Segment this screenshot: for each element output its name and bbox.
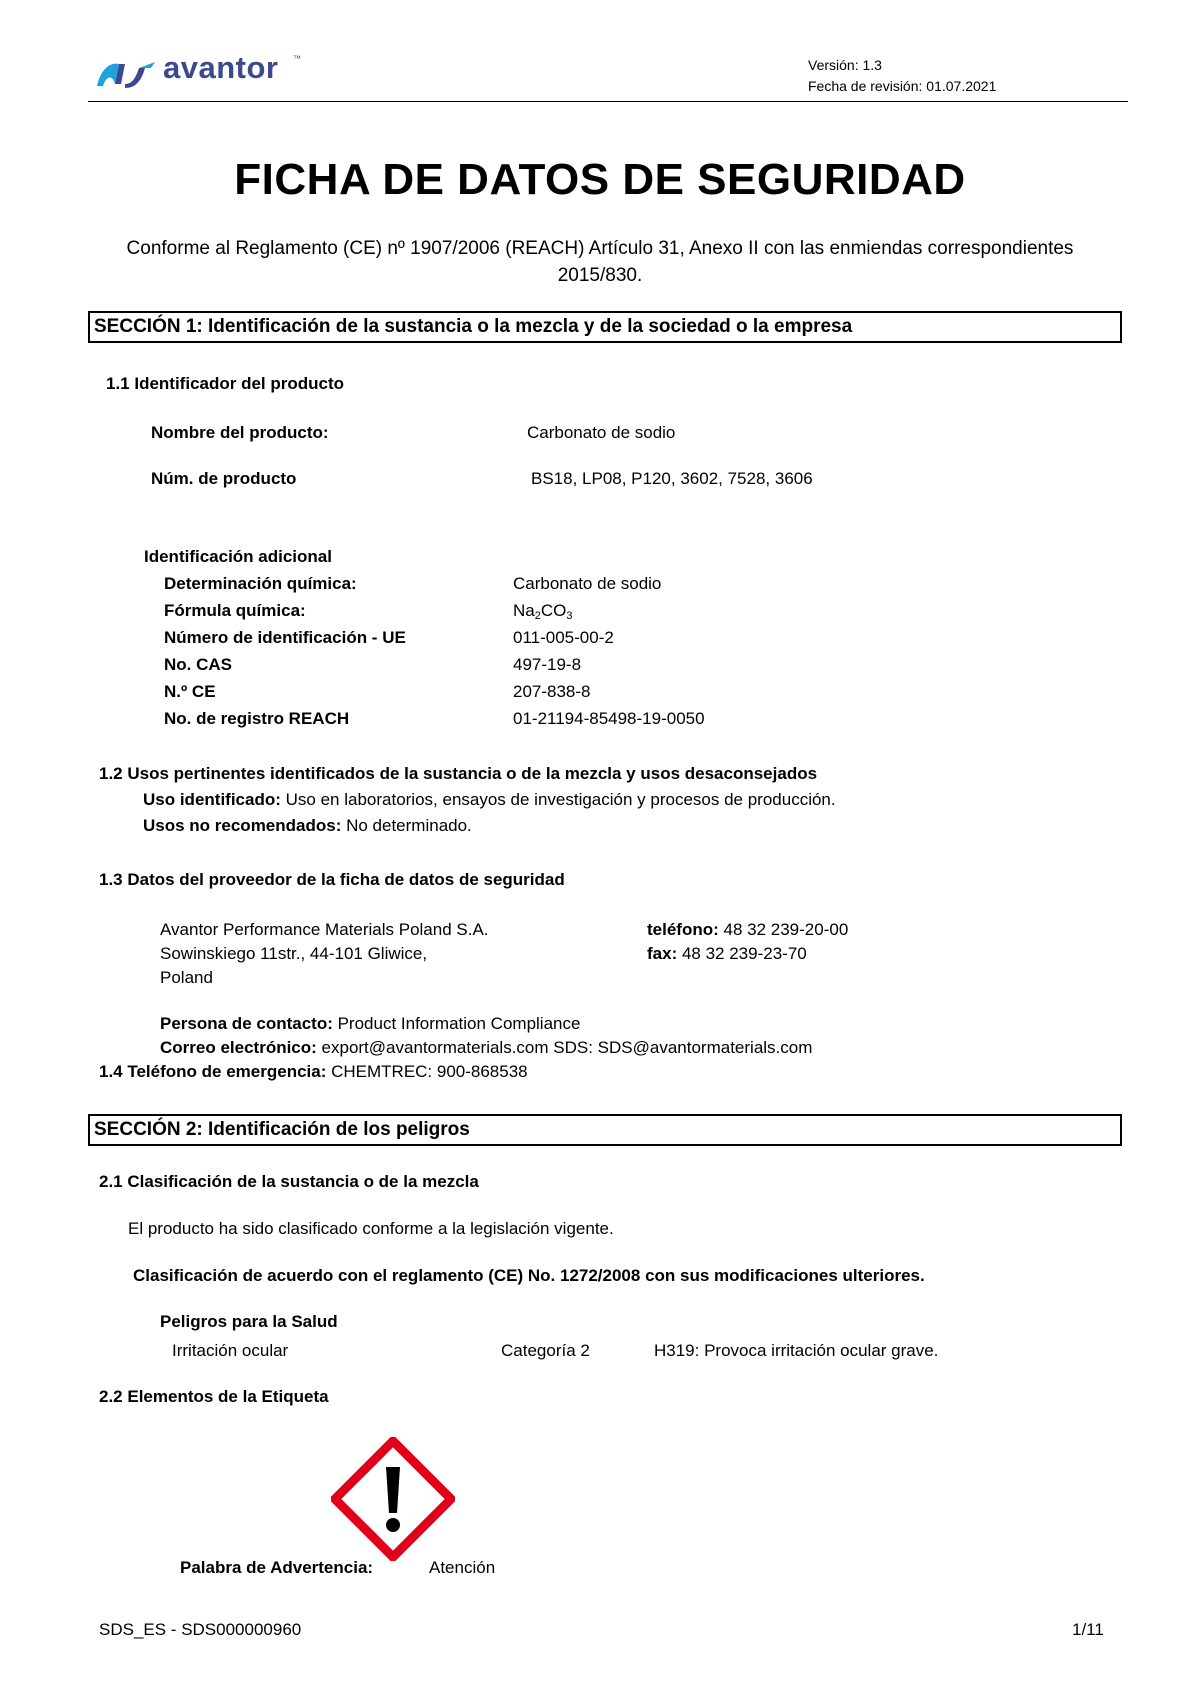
product-name-value: Carbonato de sodio (527, 423, 676, 442)
product-num-label: Núm. de producto (151, 469, 297, 488)
supplier-street: Sowinskiego 11str., 44-101 Gliwice, (160, 944, 428, 963)
s1-1-heading: 1.1 Identificador del producto (106, 374, 345, 393)
s1-2-heading: 1.2 Usos pertinentes identificados de la sustancia o de la mezcla y usos desaconsejados (99, 764, 818, 783)
header-divider (88, 101, 1128, 102)
not-recommended-use: Usos no recomendados: No determinado. (143, 816, 472, 835)
footer-page-number: 1/11 (1072, 1620, 1104, 1639)
eu-id-value: 011-005-00-2 (513, 628, 614, 647)
ec-label: N.º CE (164, 682, 216, 701)
chem-name-label: Determinación química: (164, 574, 357, 593)
health-hazards-heading: Peligros para la Salud (160, 1312, 338, 1331)
reach-label: No. de registro REACH (164, 709, 350, 728)
page-subtitle: Conforme al Reglamento (CE) nº 1907/2006 (REACH) Artículo 31, Anexo II con las enmiendas correspondientes 2015/830. (126, 238, 1074, 286)
s2-1-heading: 2.1 Clasificación de la sustancia o de la mezcla (99, 1172, 479, 1191)
emergency-phone: 1.4 Teléfono de emergencia: CHEMTREC: 900-868538 (99, 1062, 528, 1081)
contact-email: Correo electrónico: export@avantormaterials.com SDS: SDS@avantormaterials.com (160, 1038, 813, 1057)
ec-value: 207-838-8 (513, 682, 591, 701)
brand-trademark: ™ (293, 54, 301, 63)
hazard-category: Categoría 2 (501, 1341, 590, 1360)
cas-value: 497-19-8 (513, 655, 582, 674)
s2-2-heading: 2.2 Elementos de la Etiqueta (99, 1387, 329, 1406)
eu-id-label: Número de identificación - UE (164, 628, 406, 647)
supplier-company: Avantor Performance Materials Poland S.A. (160, 920, 489, 939)
signal-word-value: Atención (429, 1558, 496, 1577)
section-1-heading: SECCIÓN 1: Identificación de la sustancia o la mezcla y de la sociedad o la empresa (88, 311, 1122, 343)
chem-name-value: Carbonato de sodio (513, 574, 662, 593)
brand-name: avantor (163, 50, 279, 85)
hazard-statement: H319: Provoca irritación ocular grave. (654, 1341, 939, 1360)
section-2-heading: SECCIÓN 2: Identificación de los peligros (88, 1114, 1122, 1146)
additional-id-heading: Identificación adicional (144, 547, 332, 566)
product-num-value: BS18, LP08, P120, 3602, 7528, 3606 (531, 469, 813, 488)
supplier-phone: teléfono: 48 32 239-20-00 (647, 920, 849, 939)
avantor-logo-icon (95, 58, 157, 90)
hazard-name: Irritación ocular (172, 1341, 289, 1360)
formula-value: $Na_2CO_3$ (513, 601, 573, 622)
supplier-country: Poland (160, 968, 213, 987)
revision-date: Fecha de revisión: 01.07.2021 (808, 78, 997, 94)
ghs07-pictogram (331, 1437, 455, 1561)
version: Versión: 1.3 (808, 57, 882, 73)
regulation-heading: Clasificación de acuerdo con el reglamento (CE) No. 1272/2008 con sus modificaciones ulteriores. (133, 1266, 925, 1285)
supplier-fax: fax: 48 32 239-23-70 (647, 944, 807, 963)
ghs07-exclamation-icon (331, 1437, 455, 1561)
s1-3-heading: 1.3 Datos del proveedor de la ficha de datos de seguridad (99, 870, 565, 889)
product-name-label: Nombre del producto: (151, 423, 329, 442)
cas-label: No. CAS (164, 655, 232, 674)
footer-doc-id: SDS_ES - SDS000000960 (99, 1620, 302, 1639)
contact-person: Persona de contacto: Product Information Compliance (160, 1014, 581, 1033)
formula-label: Fórmula química: (164, 601, 306, 620)
reach-value: 01-21194-85498-19-0050 (513, 709, 705, 728)
identified-use: Uso identificado: Uso en laboratorios, ensayos de investigación y procesos de producción. (143, 790, 836, 809)
classification-text: El producto ha sido clasificado conforme a la legislación vigente. (128, 1219, 614, 1238)
signal-word-label: Palabra de Advertencia: (180, 1558, 374, 1577)
page-title: FICHA DE DATOS DE SEGURIDAD (234, 155, 966, 204)
